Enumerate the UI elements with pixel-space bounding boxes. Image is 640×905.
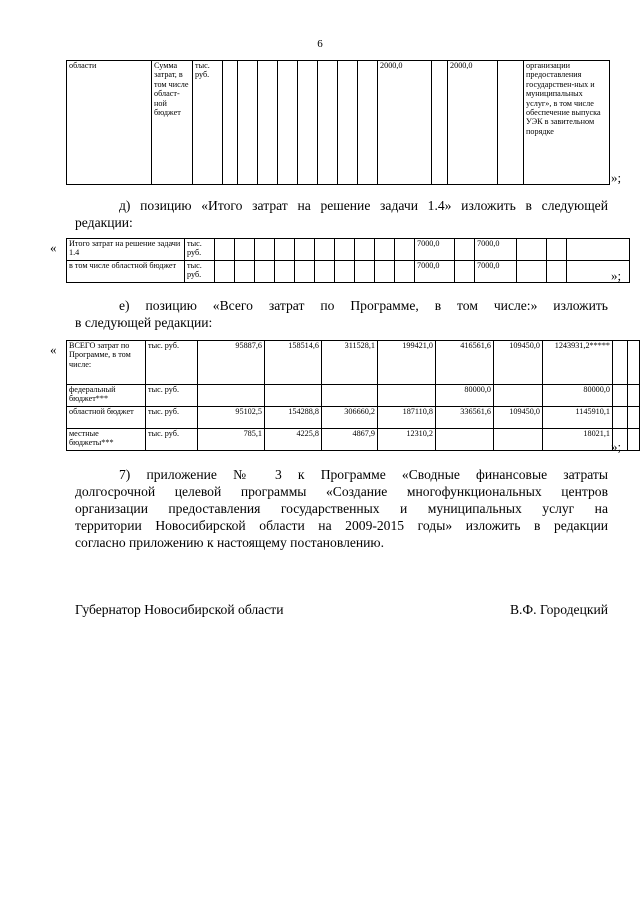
value-cell	[494, 429, 543, 451]
row-label: ВСЕГО затрат по Программе, в том числе:	[67, 341, 146, 385]
value-cell: 154288,8	[265, 407, 322, 429]
value-cell: 1145910,1	[543, 407, 613, 429]
value-cell: 7000,0	[475, 239, 517, 261]
value-cell: 4867,9	[322, 429, 378, 451]
region-cell: области	[67, 61, 152, 185]
row-label: в том числе областной бюджет	[67, 261, 185, 283]
value-cell: 311528,1	[322, 341, 378, 385]
value-cell: 187110,8	[378, 407, 436, 429]
value-cell: 109450,0	[494, 341, 543, 385]
signature-position: Губернатор Новосибирской области	[75, 602, 284, 617]
value-cell: 158514,6	[265, 341, 322, 385]
value-cell: 18021,1	[543, 429, 613, 451]
open-quote: «	[50, 240, 57, 255]
continuation-table	[66, 60, 610, 185]
value-cell: 416561,6	[436, 341, 494, 385]
row-unit: тыс. руб.	[146, 385, 198, 407]
close-quote: »;	[611, 439, 622, 454]
unit-cell: тыс. руб.	[193, 61, 223, 185]
close-quote: »;	[611, 268, 622, 283]
value-cell: 7000,0	[475, 261, 517, 283]
paragraph-7-line3: организации предоставления государственных и муниципальных услуг на	[75, 501, 608, 516]
value-cell: 7000,0	[415, 261, 455, 283]
value-cell: 2000,0	[448, 61, 498, 185]
row-unit: тыс. руб.	[185, 261, 215, 283]
value-cell: 1243931,2*****	[543, 341, 613, 385]
close-quote: »;	[611, 170, 622, 185]
page-number: 6	[317, 38, 323, 50]
value-cell: 80000,0	[543, 385, 613, 407]
program-totals-table	[66, 340, 640, 451]
row-label: Итого затрат на решение задачи 1.4	[67, 239, 185, 261]
row-unit: тыс. руб.	[146, 407, 198, 429]
value-cell: 109450,0	[494, 407, 543, 429]
note-cell: организации предоставления государствен-ных и муниципальных услуг», в том числе обеспечение выпуска УЭК в завительном порядке	[524, 61, 610, 185]
value-cell: 7000,0	[415, 239, 455, 261]
row-label: федеральный бюджет***	[67, 385, 146, 407]
value-cell: 2000,0	[378, 61, 432, 185]
value-cell	[378, 385, 436, 407]
value-cell: 12310,2	[378, 429, 436, 451]
row-label: местные бюджеты***	[67, 429, 146, 451]
paragraph-7-line4: территории Новосибирской области на 2009-2015 годы» изложить в редакции	[75, 518, 608, 533]
paragraph-7-line2: долгосрочной целевой программы «Создание многофункциональных центров	[75, 484, 608, 499]
label-cell: Сумма затрат, в том числе област-ной бюджет	[152, 61, 193, 185]
value-cell: 306660,2	[322, 407, 378, 429]
value-cell	[494, 385, 543, 407]
paragraph-7-line1: 7) приложение № 3 к Программе «Сводные финансовые затраты	[119, 467, 608, 482]
value-cell	[436, 429, 494, 451]
row-unit: тыс. руб.	[185, 239, 215, 261]
row-label: областной бюджет	[67, 407, 146, 429]
value-cell: 95887,6	[198, 341, 265, 385]
paragraph-e-line2: в следующей редакции:	[75, 315, 213, 330]
value-cell	[198, 385, 265, 407]
paragraph-7-line5: согласно приложению к настоящему постановлению.	[75, 535, 384, 550]
paragraph-d-line1: д) позицию «Итого затрат на решение задачи 1.4» изложить в следующей	[119, 198, 608, 213]
value-cell: 785,1	[198, 429, 265, 451]
value-cell: 4225,8	[265, 429, 322, 451]
value-cell	[322, 385, 378, 407]
value-cell: 336561,6	[436, 407, 494, 429]
total-task-table	[66, 238, 630, 283]
value-cell: 199421,0	[378, 341, 436, 385]
value-cell	[265, 385, 322, 407]
row-unit: тыс. руб.	[146, 341, 198, 385]
open-quote: «	[50, 342, 57, 357]
signature-name: В.Ф. Городецкий	[509, 602, 608, 617]
paragraph-e-line1: е) позицию «Всего затрат по Программе, в том числе:» изложить	[119, 298, 608, 313]
value-cell: 95102,5	[198, 407, 265, 429]
paragraph-d-line2: редакции:	[75, 215, 133, 230]
row-unit: тыс. руб.	[146, 429, 198, 451]
value-cell: 80000,0	[436, 385, 494, 407]
